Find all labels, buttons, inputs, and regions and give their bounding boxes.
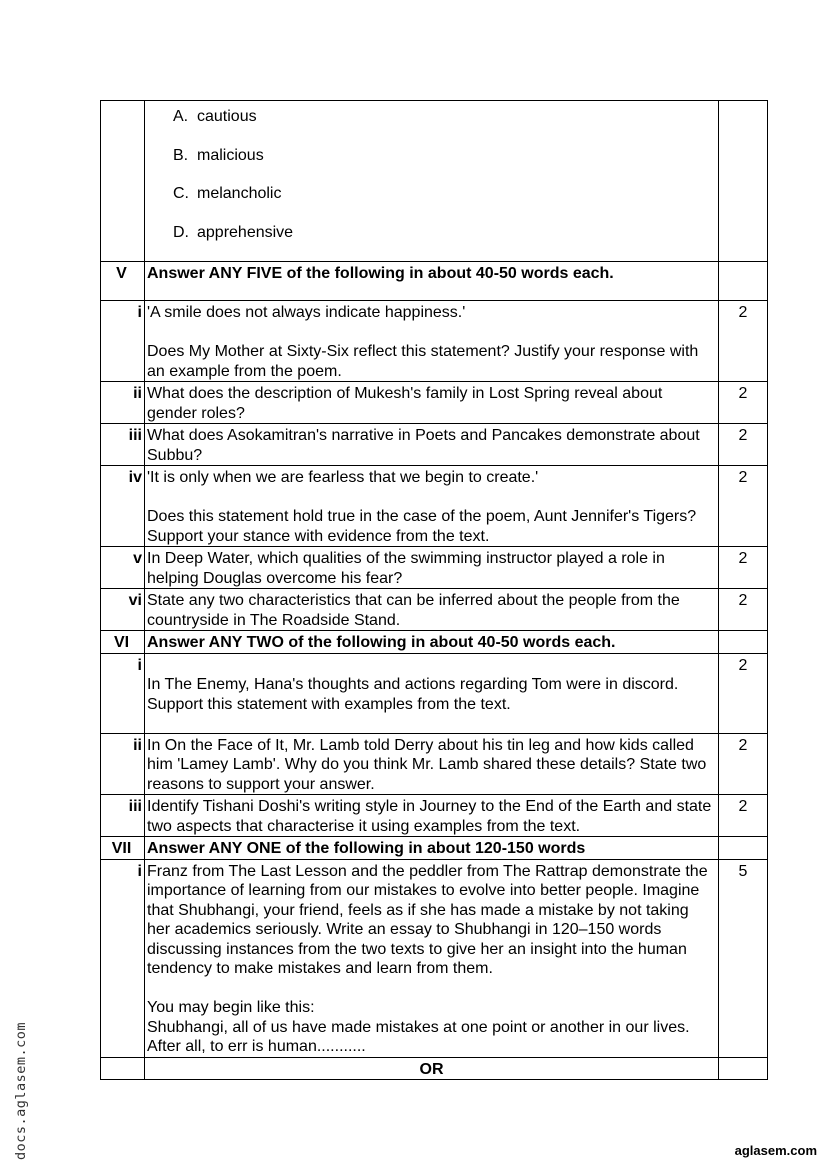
question-text: What does Asokamitran's narrative in Poets and Pancakes demonstrate about Subbu?	[145, 424, 719, 466]
section-vii-row	[101, 837, 768, 860]
question-number: vi	[101, 589, 145, 631]
question-marks: 2	[719, 466, 768, 547]
section-heading: Answer ANY FIVE of the following in about 40-50 words each.	[145, 262, 719, 301]
option-b: B. malicious	[173, 146, 264, 164]
question-row	[101, 795, 768, 837]
or-row	[101, 1057, 768, 1080]
question-text: 'A smile does not always indicate happiness.' Does My Mother at Sixty-Six reflect this statement? Justify your response with an example from the poem.	[145, 301, 719, 382]
question-number: v	[101, 547, 145, 589]
marks-cell	[719, 101, 768, 262]
option-d: D. apprehensive	[173, 223, 294, 241]
question-row	[101, 382, 768, 424]
option-a: A. cautious	[173, 108, 257, 125]
question-text: In On the Face of It, Mr. Lamb told Derry about his tin leg and how kids called him 'Lamey Lamb'. Why do you think Mr. Lamb shared these details? State two reasons to support your answer.	[145, 733, 719, 795]
question-number: iv	[101, 466, 145, 547]
option-c: C. melancholic	[173, 185, 282, 202]
question-row	[101, 424, 768, 466]
question-number: ii	[101, 382, 145, 424]
options-row	[101, 101, 768, 262]
question-text: Identify Tishani Doshi's writing style in Journey to the End of the Earth and state two aspects that characterise it using examples from the text.	[145, 795, 719, 837]
section-number: VI	[101, 631, 145, 654]
question-row	[101, 859, 768, 1057]
question-number: i	[101, 859, 145, 1057]
side-watermark: docs.aglasem.com	[13, 1021, 29, 1160]
question-marks: 2	[719, 733, 768, 795]
section-heading: Answer ANY TWO of the following in about 40-50 words each.	[145, 631, 719, 654]
question-row	[101, 733, 768, 795]
footer-watermark: aglasem.com	[734, 1143, 817, 1158]
question-marks: 2	[719, 653, 768, 733]
question-marks: 2	[719, 301, 768, 382]
question-number: i	[101, 653, 145, 733]
section-heading: Answer ANY ONE of the following in about 120-150 words	[145, 837, 719, 860]
section-vi-row	[101, 631, 768, 654]
options-cell	[145, 101, 719, 262]
section-number: V	[101, 262, 145, 301]
question-number: i	[101, 301, 145, 382]
question-text: Franz from The Last Lesson and the peddler from The Rattrap demonstrate the importance of learning from our mistakes to evolve into better people. Imagine that Shubhangi, your friend, feels as if she has made a mistake by not taking her academics seriously. Write an essay to Shubhangi in 120–150 words discussing instances from the two texts to give her an insight into the human tendency to make mistakes and learn from them. You may begin like this: Shubhangi, all of us have made mistakes at one point or another in our lives. After all, to err is human...........	[145, 859, 719, 1057]
row-number	[101, 101, 145, 262]
section-number: VII	[101, 837, 145, 860]
question-row	[101, 653, 768, 733]
or-label: OR	[145, 1057, 719, 1080]
question-marks: 2	[719, 547, 768, 589]
question-row	[101, 301, 768, 382]
question-number: iii	[101, 795, 145, 837]
question-text: In Deep Water, which qualities of the swimming instructor played a role in helping Douglas overcome his fear?	[145, 547, 719, 589]
question-marks: 2	[719, 382, 768, 424]
question-text: State any two characteristics that can be inferred about the people from the countryside in The Roadside Stand.	[145, 589, 719, 631]
question-text: In The Enemy, Hana's thoughts and actions regarding Tom were in discord. Support this statement with examples from the text.	[145, 653, 719, 733]
question-number: iii	[101, 424, 145, 466]
question-marks: 2	[719, 795, 768, 837]
begin-text: Shubhangi, all of us have made mistakes at one point or another in our lives. After all, to err is human...........	[147, 1018, 690, 1055]
question-marks: 2	[719, 589, 768, 631]
question-number: ii	[101, 733, 145, 795]
question-row	[101, 547, 768, 589]
question-row	[101, 589, 768, 631]
question-text: What does the description of Mukesh's family in Lost Spring reveal about gender roles?	[145, 382, 719, 424]
question-marks: 2	[719, 424, 768, 466]
section-v-row	[101, 262, 768, 301]
question-row	[101, 466, 768, 547]
question-marks: 5	[719, 859, 768, 1057]
question-table	[100, 100, 768, 1080]
question-text: 'It is only when we are fearless that we begin to create.' Does this statement hold true in the case of the poem, Aunt Jennifer's Tigers? Support your stance with evidence from the text.	[145, 466, 719, 547]
begin-prompt: You may begin like this:	[147, 999, 315, 1016]
